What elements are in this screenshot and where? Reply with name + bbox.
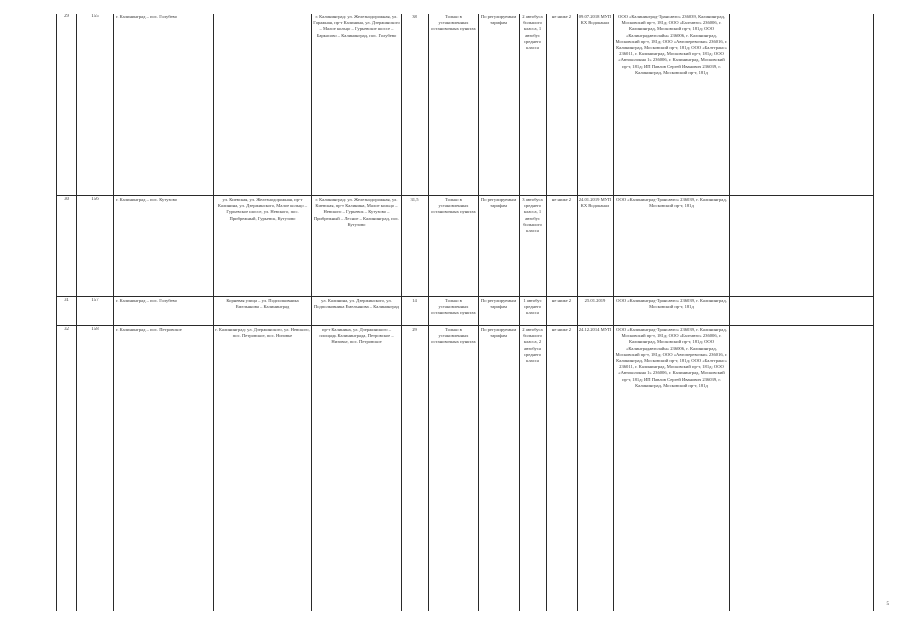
carrier-info: ООО «Калининград-Трансавто» 236039, г. Калининград, Московский пр-т, 181д (616, 298, 727, 310)
start-date: 24.12.2014 МУП (578, 327, 612, 332)
route-name: г. Калининград – пос. Петровское (116, 327, 182, 332)
stop-order: Только в установленных остановочных пунктах (431, 327, 476, 345)
eco-class: не ниже 2 (551, 197, 572, 202)
column-rule (401, 14, 402, 611)
row-number: 30 (64, 197, 69, 202)
vehicle-class: 1 автобус среднего класса (523, 298, 542, 316)
eco-class: не ниже 2 (551, 298, 572, 303)
column-rule (311, 14, 312, 611)
row-number: 31 (64, 298, 69, 303)
page-number: 5 (886, 602, 889, 607)
tariff-type: По регулируемым тарифам (480, 327, 517, 339)
row-rule (56, 296, 874, 297)
column-rule (546, 14, 547, 611)
column-rule (213, 14, 214, 611)
vehicle-class: 2 автобуса большого класса, 1 автобус среднего класса (522, 14, 543, 51)
route-streets-back: пр-т Калинина, ул. Дзержинского – площадь Калининграда, Петровское – Низовье, пос. Петровское (319, 327, 394, 345)
row-number: 29 (64, 14, 69, 19)
tariff-type: По регулируемым тарифам (480, 14, 517, 26)
route-streets-forward (215, 14, 310, 194)
carrier-info: ООО «Калининград-Трансавто» 236039, г. Калининград, Московский пр-т, 181д (616, 197, 727, 209)
start-date: 25.01.2019 (584, 298, 606, 303)
column-rule (478, 14, 479, 611)
vehicle-class: 3 автобуса среднего класса, 1 автобус большого класса (522, 197, 543, 234)
carrier-info: ООО «Калининград-Трансавто» 236039, Калининград, Московский пр-т, 181д; ООО «Балтавто» 236006, г. Калининград, Московский пр-т, 181д; ООО «Калинградавтолайн» 236006, г. Калининград, Московский пр-т, 181д; ООО «Автоперевозки» 236016, г. Калининград, Московский пр-т, 181д; ООО «Балттранс» 236011, г. Калининград, Московский пр-т, 181д; ООО «Автоколонна 1» 236006, г. Калининград, Московский пр-т, 181д; ИП Павлов Сергей Иванович 236039, г. Калининград, Московский пр-т, 181д (615, 14, 728, 75)
column-rule (76, 14, 77, 611)
route-streets-forward: ул. Киевская, ул. Железнодорожная, пр-т Калинина, ул. Дзержинского, Малое кольцо – Гурьевское шоссе, ул. Невского, пос. Прибрежный, Гурьевск, Кутузово (217, 197, 308, 221)
column-rule (56, 14, 57, 611)
row-number: 32 (64, 327, 69, 332)
route-id: 158 (91, 327, 99, 332)
column-rule (873, 14, 874, 611)
route-name: г. Калининград – пос. Голубево (116, 14, 177, 19)
row-rule (56, 195, 874, 196)
route-streets-back: ул. Калинина, ул. Дзержинского, ул. Подполковника Емельянова – Калининград (313, 298, 400, 310)
column-rule (113, 14, 114, 611)
route-streets-back: г. Калининград: ул. Железнодорожная, ул. Гаражная, пр-т Калинина, ул. Дзержинского – Малое кольцо – Гурьевское шоссе – Баркасово – Калининград, пос. Голубево (313, 14, 400, 38)
route-length: 31,5 (410, 197, 419, 202)
route-streets-back: г. Калининград: ул. Железнодорожная, ул. Киевская, пр-т Калинина, Малое кольцо – Невского – Гурьевск – Кутузово – Прибрежный – Лесное – Калининград, пос. Кутузово (313, 197, 400, 227)
route-length: 29 (412, 327, 417, 332)
route-id: 156 (91, 197, 99, 202)
route-length: 14 (412, 298, 417, 303)
route-id: 155 (91, 14, 99, 19)
start-date: 09.07.2018 МУП КХ Водоканал (578, 14, 612, 26)
vehicle-class: 2 автобуса большого класса, 2 автобуса среднего класса (522, 327, 543, 364)
route-id: 157 (91, 298, 99, 303)
stop-order: Только в установленных остановочных пунктах (431, 298, 476, 316)
tariff-type: По регулируемым тарифам (480, 298, 517, 310)
start-date: 24.01.2019 МУП КХ Водоканал (578, 197, 612, 209)
carrier-info: ООО «Калининград-Трансавто» 236039, г. Калининград, Московский пр-т, 181д; ООО «Балтавто» 236006, г. Калининград, Московский пр-т, 181д; ООО «Калинградавтолайн» 236006, г. Калининград, Московский пр-т, 181д; ООО «Автоперевозки» 236016, г. Калининград, Московский пр-т, 181д; ООО «Балттранс» 236011, г. Калининград, Московский пр-т, 181д; ООО «Автоколонна 1» 236006, г. Калининград, Московский пр-т, 181д; ИП Павлов Сергей Иванович 236039, г. Калининград, Московский пр-т, 181д (615, 327, 728, 388)
eco-class: не ниже 2 (551, 14, 572, 19)
route-name: г. Калининград – пос. Кутузово (116, 197, 178, 202)
stop-order: Только в установленных остановочных пунктах (431, 197, 476, 215)
column-rule (729, 14, 730, 611)
row-rule (56, 325, 874, 326)
column-rule (613, 14, 614, 611)
eco-class: не ниже 2 (551, 327, 572, 332)
route-streets-forward: Корневая улица – ул. Подполковника Емельянова – Калининград (226, 298, 299, 310)
route-streets-forward: г. Калининград: ул. Дзержинского, ул. Невского, пос. Петровское, пос. Низовье (215, 327, 310, 339)
route-name: г. Калининград – пос. Голубево (116, 298, 177, 303)
route-length: 38 (412, 14, 417, 19)
column-rule (428, 14, 429, 611)
stop-order: Только в установленных остановочных пунктах (431, 14, 476, 32)
tariff-type: По регулируемым тарифам (480, 197, 517, 209)
column-rule (577, 14, 578, 611)
